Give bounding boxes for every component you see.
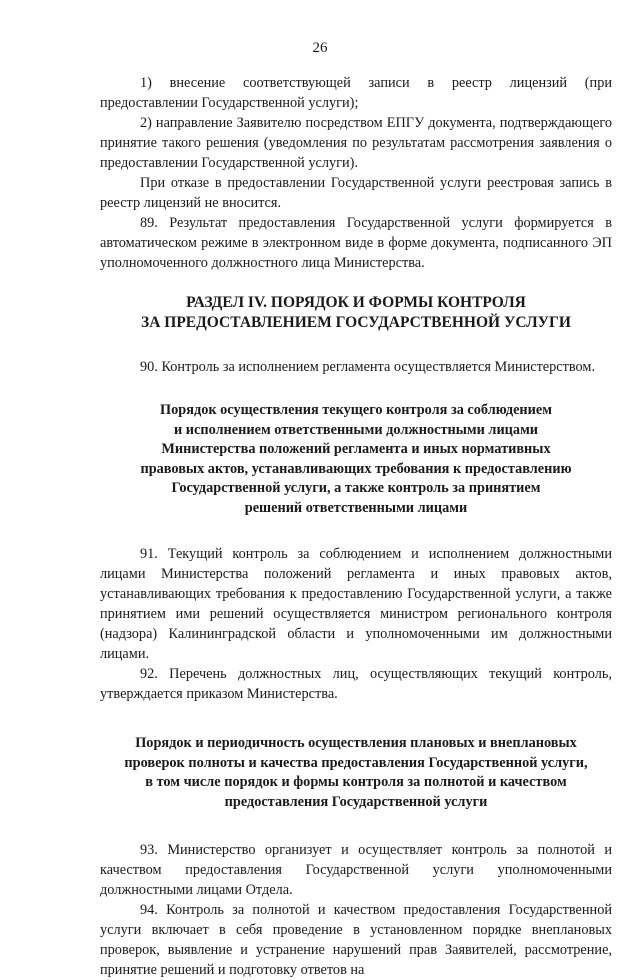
subheading-line: и исполнением ответственными должностными лицами — [173, 421, 539, 438]
paragraph-refusal: При отказе в предоставлении Государственной услуги реестровая запись в реестр лицензий не вносится. — [100, 175, 612, 211]
subheading-line: Министерства положений регламента и иных нормативных — [161, 441, 551, 457]
subheading-inspections — [100, 734, 612, 812]
paragraph-item-2: 2) направление Заявителю посредством ЕПГУ документа, подтверждающего принятие такого решения (уведомления по результатам рассмотрения заявления о предоставлении Государственной услуги). — [100, 115, 612, 171]
paragraph-92: 92. Перечень должностных лиц, осуществляющих текущий контроль, утверждается приказом Министерства. — [100, 666, 612, 702]
subheading-line: проверок полноты и качества предоставления Государственной услуги, — [124, 754, 588, 771]
subheading-line: решений ответственными лицами — [244, 499, 468, 516]
paragraph-93: 93. Министерство организует и осуществляет контроль за полнотой и качеством предоставления Государственной услуги уполномоченными должностными лицами Отдела. — [100, 842, 612, 898]
section-heading-line-1: РАЗДЕЛ IV. ПОРЯДОК И ФОРМЫ КОНТРОЛЯ — [186, 294, 526, 311]
subheading-line: в том числе порядок и формы контроля за полнотой и качеством — [145, 774, 567, 790]
page-content — [100, 73, 612, 980]
section-heading-line-2: ЗА ПРЕДОСТАВЛЕНИЕМ ГОСУДАРСТВЕННОЙ УСЛУГИ — [141, 314, 571, 331]
paragraph-94: 94. Контроль за полнотой и качеством предоставления Государственной услуги включает в себя проведение в установленном порядке внеплановых проверок, выявление и устранение нарушений прав Заявителей, рассмотрение, принятие решений и подготовку ответов на — [100, 902, 612, 978]
paragraph-91: 91. Текущий контроль за соблюдением и исполнением должностными лицами Министерства положений регламента и иных правовых актов, устанавливающих требования к предоставлению Государственной услуги, а также принятием ими решений осуществляется министром регионального контроля (надзора) Калининградской области и уполномоченными им должностными лицами. — [100, 546, 612, 662]
subheading-line: Порядок и периодичность осуществления плановых и внеплановых — [135, 735, 577, 751]
subheading-line: предоставления Государственной услуги — [224, 793, 488, 810]
paragraph-89: 89. Результат предоставления Государственной услуги формируется в автоматическом режиме в электронном виде в форме документа, подписанного ЭП уполномоченного должностного лица Министерства. — [100, 215, 612, 271]
subheading-line: Государственной услуги, а также контроль за принятием — [171, 480, 541, 496]
section-heading — [100, 293, 612, 333]
subheading-current-control — [100, 401, 612, 518]
subheading-line: правовых актов, устанавливающих требования к предоставлению — [140, 460, 572, 477]
subheading-line: Порядок осуществления текущего контроля за соблюдением — [160, 402, 552, 418]
paragraph-item-1: 1) внесение соответствующей записи в реестр лицензий (при предоставлении Государственной услуги); — [100, 75, 612, 111]
paragraph-90: 90. Контроль за исполнением регламента осуществляется Министерством. — [140, 359, 596, 375]
page-number: 26 — [312, 40, 328, 56]
